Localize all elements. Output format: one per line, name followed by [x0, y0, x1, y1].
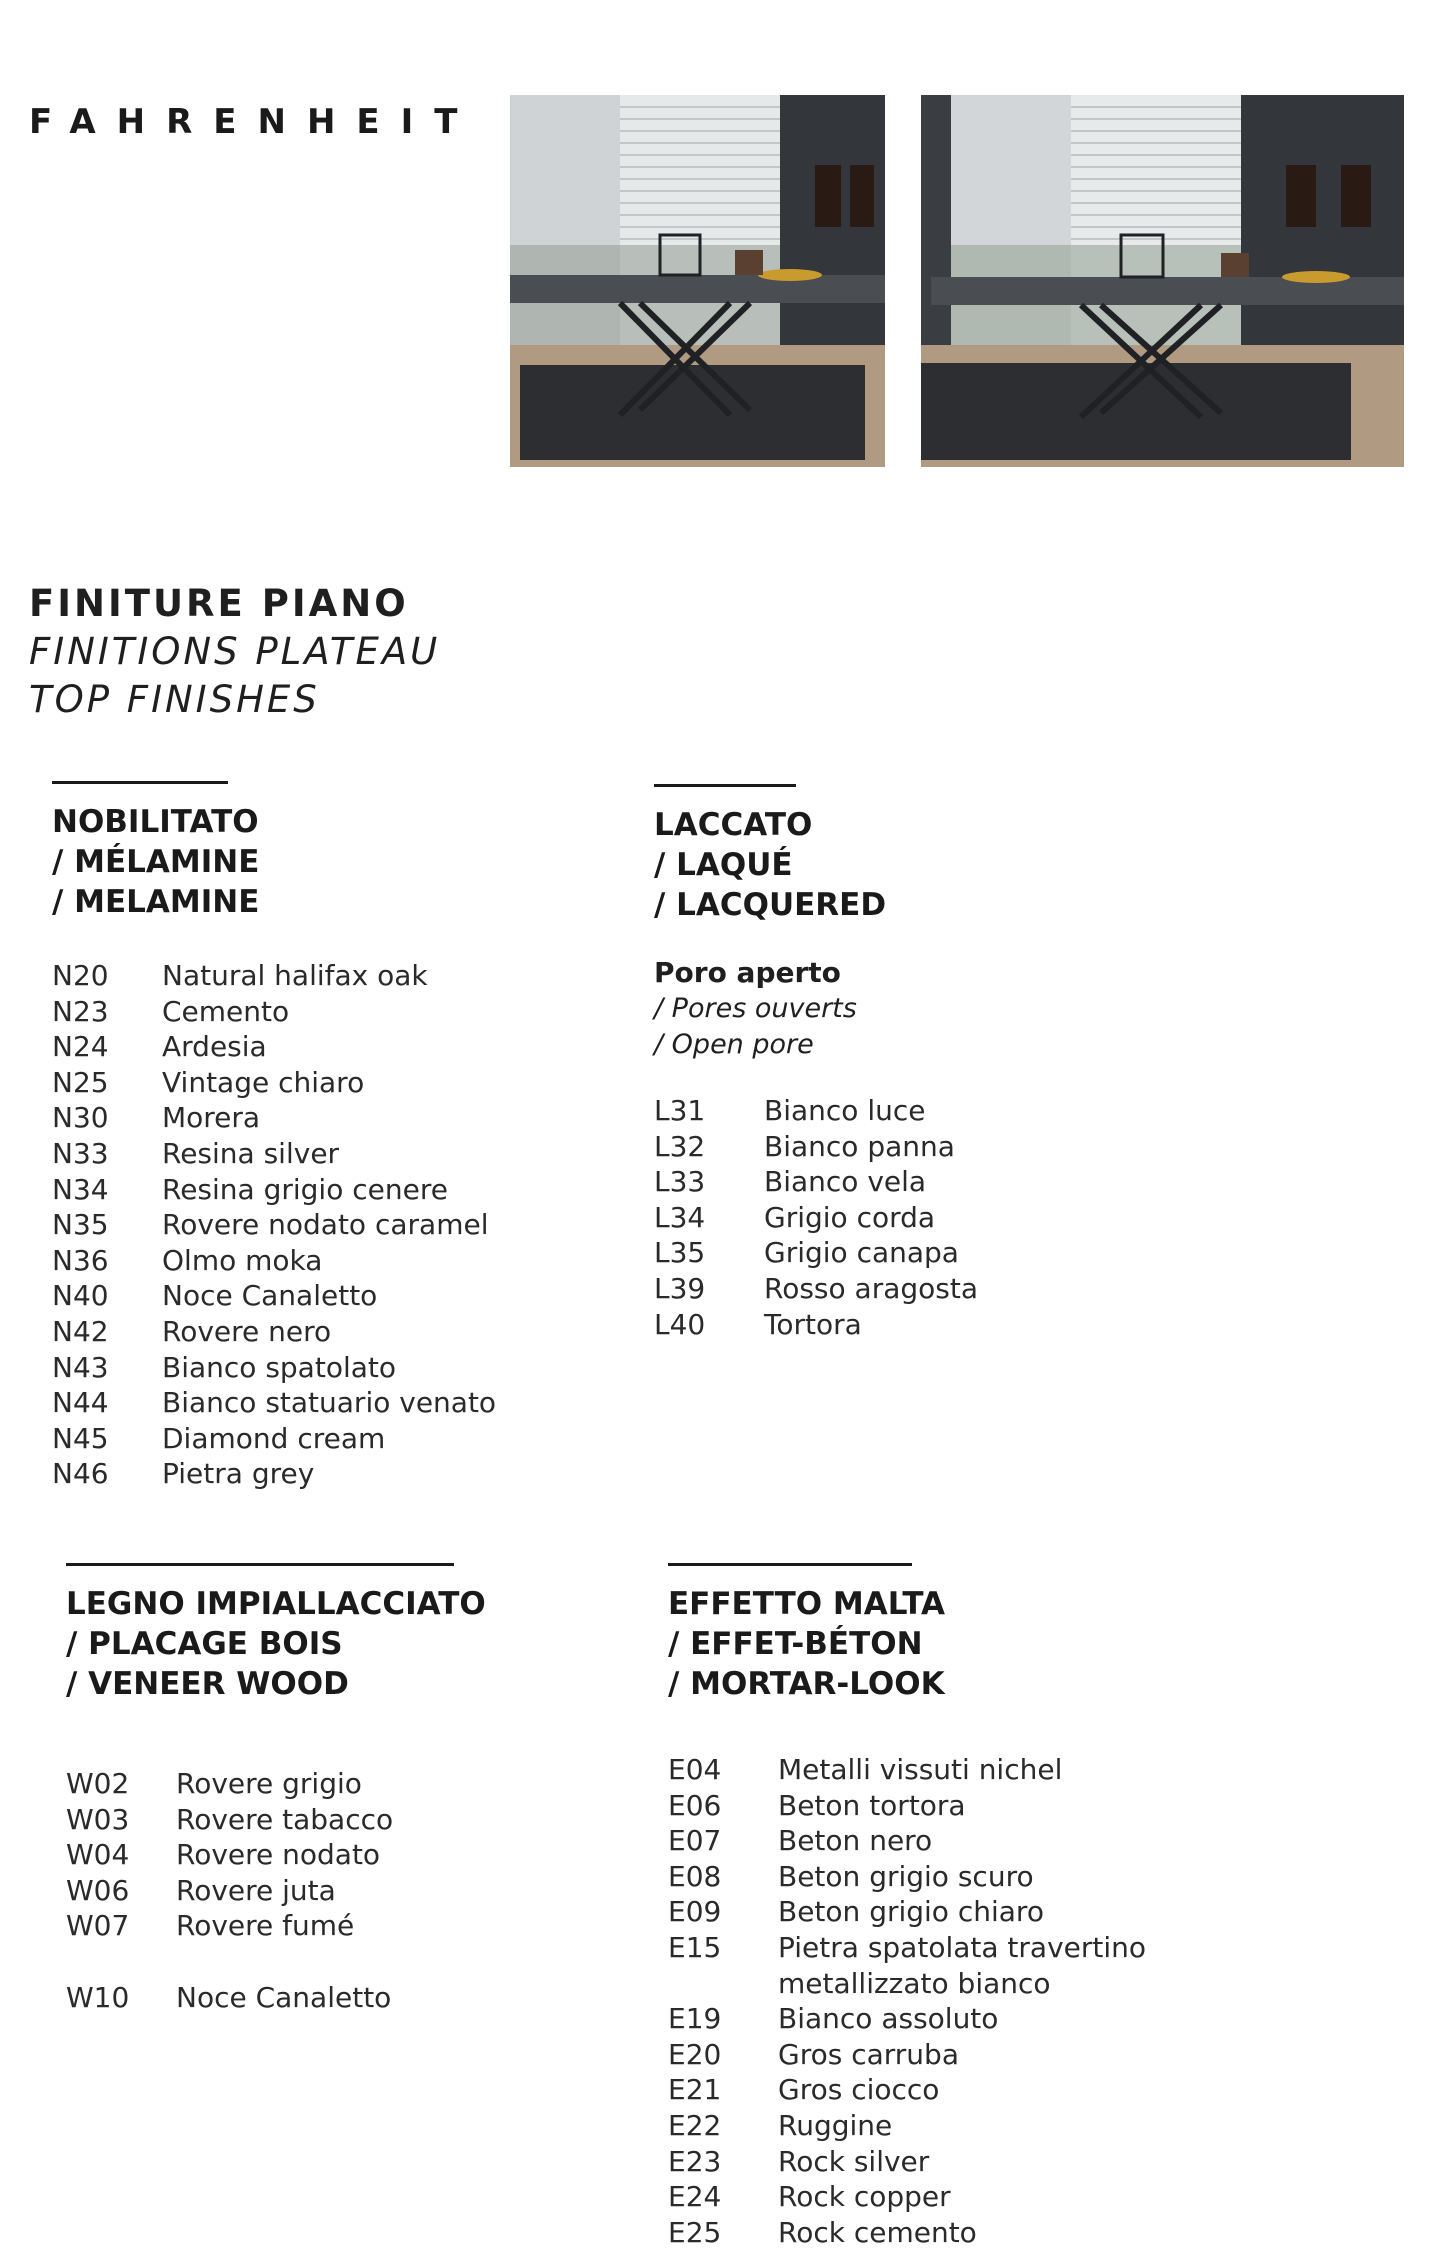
- finish-name: Morera: [162, 1101, 261, 1135]
- finish-row: [52, 1172, 572, 1208]
- finish-row: [668, 2144, 1268, 2180]
- finish-row: [66, 1873, 626, 1909]
- finish-code: E08: [668, 1859, 722, 1893]
- finish-row: [52, 1314, 572, 1350]
- finish-row: [52, 958, 572, 994]
- finish-name: Grigio canapa: [764, 1236, 959, 1270]
- finish-code: N40: [52, 1279, 109, 1313]
- finish-name: Rock cemento: [778, 2215, 977, 2249]
- finish-code: [668, 1966, 778, 2002]
- finish-code: E22: [668, 2108, 722, 2142]
- finish-name: Noce Canaletto: [162, 1279, 378, 1313]
- section-title-fr: / MÉLAMINE: [52, 844, 260, 880]
- finish-name: Gros carruba: [778, 2037, 959, 2071]
- finish-code: N34: [52, 1172, 109, 1206]
- finish-code: E06: [668, 1788, 722, 1822]
- finish-code: E23: [668, 2144, 722, 2178]
- finish-name: Rovere tabacco: [176, 1802, 394, 1836]
- subsection-heading: [654, 955, 1214, 1063]
- finish-code: E09: [668, 1895, 722, 1929]
- section-nobilitato: [52, 781, 572, 1492]
- finish-code: N24: [52, 1030, 109, 1064]
- section-title-fr: / EFFET-BÉTON: [668, 1626, 923, 1662]
- finish-name: Bianco panna: [764, 1129, 955, 1163]
- finish-name: Beton grigio chiaro: [778, 1895, 1044, 1929]
- finish-row: [668, 2179, 1268, 2215]
- finish-row: [52, 1243, 572, 1279]
- section-title-it: NOBILITATO: [52, 804, 259, 840]
- finish-row: [654, 1164, 1214, 1200]
- finish-row: [52, 994, 572, 1030]
- finish-code: E15: [668, 1930, 722, 1964]
- finish-code: E24: [668, 2180, 722, 2214]
- finish-row: [668, 1752, 1268, 1788]
- finish-code: N43: [52, 1350, 109, 1384]
- section-heading: [29, 580, 440, 724]
- finish-name: Bianco statuario venato: [162, 1386, 497, 1420]
- finish-name: Gros ciocco: [778, 2073, 940, 2107]
- finish-name: Rovere nero: [162, 1314, 332, 1348]
- finish-row: [668, 2072, 1268, 2108]
- finish-code: N20: [52, 959, 109, 992]
- finish-row: [654, 1200, 1214, 1236]
- finish-code: N23: [52, 994, 109, 1028]
- finish-name: Bianco vela: [764, 1165, 927, 1199]
- finish-row: [668, 2001, 1268, 2037]
- finish-name: Resina silver: [162, 1136, 340, 1170]
- finish-name: Rosso aragosta: [764, 1271, 978, 1305]
- finish-row: [66, 1837, 626, 1873]
- finish-code: E04: [668, 1753, 722, 1786]
- finish-row: [668, 1823, 1268, 1859]
- finish-row: [668, 1966, 1268, 2002]
- finish-code: N35: [52, 1208, 109, 1242]
- finish-code: W04: [66, 1838, 130, 1872]
- finish-list: [66, 1766, 626, 2015]
- finish-name: Beton grigio scuro: [778, 1859, 1034, 1893]
- finish-row: [668, 2215, 1268, 2251]
- brand-logo: FAHRENHEIT: [29, 102, 479, 142]
- finish-row: [654, 1093, 1214, 1129]
- finish-list: [654, 1093, 1214, 1342]
- finish-code: L34: [654, 1200, 706, 1234]
- product-photo-closed: [510, 95, 885, 467]
- finish-code: L32: [654, 1129, 706, 1163]
- section-title-it: LACCATO: [654, 807, 813, 843]
- heading-english: TOP FINISHES: [29, 678, 320, 721]
- finish-name: Beton tortora: [778, 1788, 966, 1822]
- finish-code: E07: [668, 1824, 722, 1858]
- finish-row: [668, 2108, 1268, 2144]
- finish-code: N25: [52, 1065, 109, 1099]
- section-title-en: / MELAMINE: [52, 884, 260, 920]
- finish-row: [668, 1859, 1268, 1895]
- finish-row: [52, 1136, 572, 1172]
- product-photo-extended: [921, 95, 1404, 467]
- finish-row: [52, 1385, 572, 1421]
- section-title-en: / LACQUERED: [654, 887, 887, 923]
- section-rule: [66, 1563, 454, 1566]
- section-title-fr: / LAQUÉ: [654, 847, 793, 883]
- finish-code: N33: [52, 1136, 109, 1170]
- finish-name: Vintage chiaro: [162, 1065, 365, 1099]
- finish-code: W10: [66, 1980, 130, 2014]
- finish-name: Ruggine: [778, 2108, 893, 2142]
- finish-name: Rovere fumé: [176, 1909, 355, 1943]
- heading-italian: FINITURE PIANO: [29, 582, 409, 625]
- finish-row: [668, 1788, 1268, 1824]
- subsection-title-fr: / Pores ouverts: [654, 993, 857, 1024]
- finish-code: E19: [668, 2002, 722, 2036]
- finish-row: [66, 1766, 626, 1802]
- finish-name: Noce Canaletto: [176, 1980, 392, 2014]
- finish-name: Resina grigio cenere: [162, 1172, 448, 1206]
- finish-code: E25: [668, 2215, 722, 2249]
- section-title-en: / MORTAR-LOOK: [668, 1666, 945, 1702]
- finish-row: [654, 1129, 1214, 1165]
- finish-row: [52, 1350, 572, 1386]
- finish-name: Bianco assoluto: [778, 2002, 999, 2036]
- finish-row: [654, 1271, 1214, 1307]
- finish-list: [668, 1752, 1268, 2250]
- finish-name: Pietra spatolata travertino: [778, 1930, 1147, 1964]
- finish-name: Natural halifax oak: [162, 959, 428, 992]
- section-legno: [66, 1563, 626, 2015]
- finish-row: [52, 1065, 572, 1101]
- section-title-fr: / PLACAGE BOIS: [66, 1626, 343, 1662]
- finish-name: Beton nero: [778, 1824, 933, 1858]
- finish-name: Rovere nodato: [176, 1838, 381, 1872]
- finish-code: W02: [66, 1767, 130, 1800]
- finish-row: [668, 1894, 1268, 1930]
- section-title-en: / VENEER WOOD: [66, 1666, 349, 1702]
- finish-row: [66, 1802, 626, 1838]
- finish-row: [52, 1207, 572, 1243]
- finish-row: [52, 1278, 572, 1314]
- list-spacer: [66, 1944, 626, 1980]
- section-title-it: EFFETTO MALTA: [668, 1586, 946, 1622]
- finish-code: L33: [654, 1165, 706, 1199]
- finish-row: [654, 1307, 1214, 1343]
- finish-row: [52, 1456, 572, 1492]
- finish-row: [668, 2037, 1268, 2073]
- heading-french: FINITIONS PLATEAU: [29, 630, 441, 673]
- finish-code: L35: [654, 1236, 706, 1270]
- finish-name: Diamond cream: [162, 1421, 386, 1455]
- subsection-title-it: Poro aperto: [654, 956, 841, 989]
- finish-name: Cemento: [162, 994, 290, 1028]
- finish-code: L31: [654, 1094, 706, 1127]
- subsection-title-en: / Open pore: [654, 1029, 814, 1060]
- section-rule: [668, 1563, 912, 1566]
- finish-code: N46: [52, 1457, 109, 1491]
- finish-row: [668, 1930, 1268, 1966]
- finish-row: [52, 1421, 572, 1457]
- finish-name: Ardesia: [162, 1030, 267, 1064]
- finish-name: metallizzato bianco: [778, 1966, 1051, 2000]
- section-title-it: LEGNO IMPIALLACCIATO: [66, 1586, 486, 1622]
- finish-name: Olmo moka: [162, 1243, 323, 1277]
- finish-name: Metalli vissuti nichel: [778, 1753, 1063, 1786]
- finish-code: N42: [52, 1314, 109, 1348]
- finish-code: W07: [66, 1909, 130, 1943]
- finish-code: L39: [654, 1271, 706, 1305]
- finish-name: Bianco luce: [764, 1094, 926, 1127]
- finish-name: Rovere grigio: [176, 1767, 362, 1800]
- finish-row: [66, 1980, 626, 2016]
- finish-list: [52, 958, 572, 1492]
- section-rule: [52, 781, 228, 784]
- finish-row: [66, 1908, 626, 1944]
- finish-code: L40: [654, 1307, 706, 1341]
- finish-row: [654, 1235, 1214, 1271]
- finish-name: Rovere juta: [176, 1873, 336, 1907]
- finish-name: Rock copper: [778, 2180, 951, 2214]
- finish-name: Bianco spatolato: [162, 1350, 396, 1384]
- finish-name: Grigio corda: [764, 1200, 936, 1234]
- finish-code: N30: [52, 1101, 109, 1135]
- finish-code: W06: [66, 1873, 130, 1907]
- finish-name: Rock silver: [778, 2144, 930, 2178]
- section-laccato: [654, 784, 1214, 1342]
- section-malta: [668, 1563, 1268, 2250]
- finish-code: N36: [52, 1243, 109, 1277]
- finish-row: [52, 1100, 572, 1136]
- finish-name: Rovere nodato caramel: [162, 1208, 489, 1242]
- finish-row: [52, 1029, 572, 1065]
- finish-code: N44: [52, 1386, 109, 1420]
- finish-name: Tortora: [764, 1307, 862, 1341]
- finish-code: E20: [668, 2037, 722, 2071]
- finish-code: N45: [52, 1421, 109, 1455]
- section-rule: [654, 784, 796, 787]
- finish-code: W03: [66, 1802, 130, 1836]
- finish-name: Pietra grey: [162, 1457, 315, 1491]
- finish-code: E21: [668, 2073, 722, 2107]
